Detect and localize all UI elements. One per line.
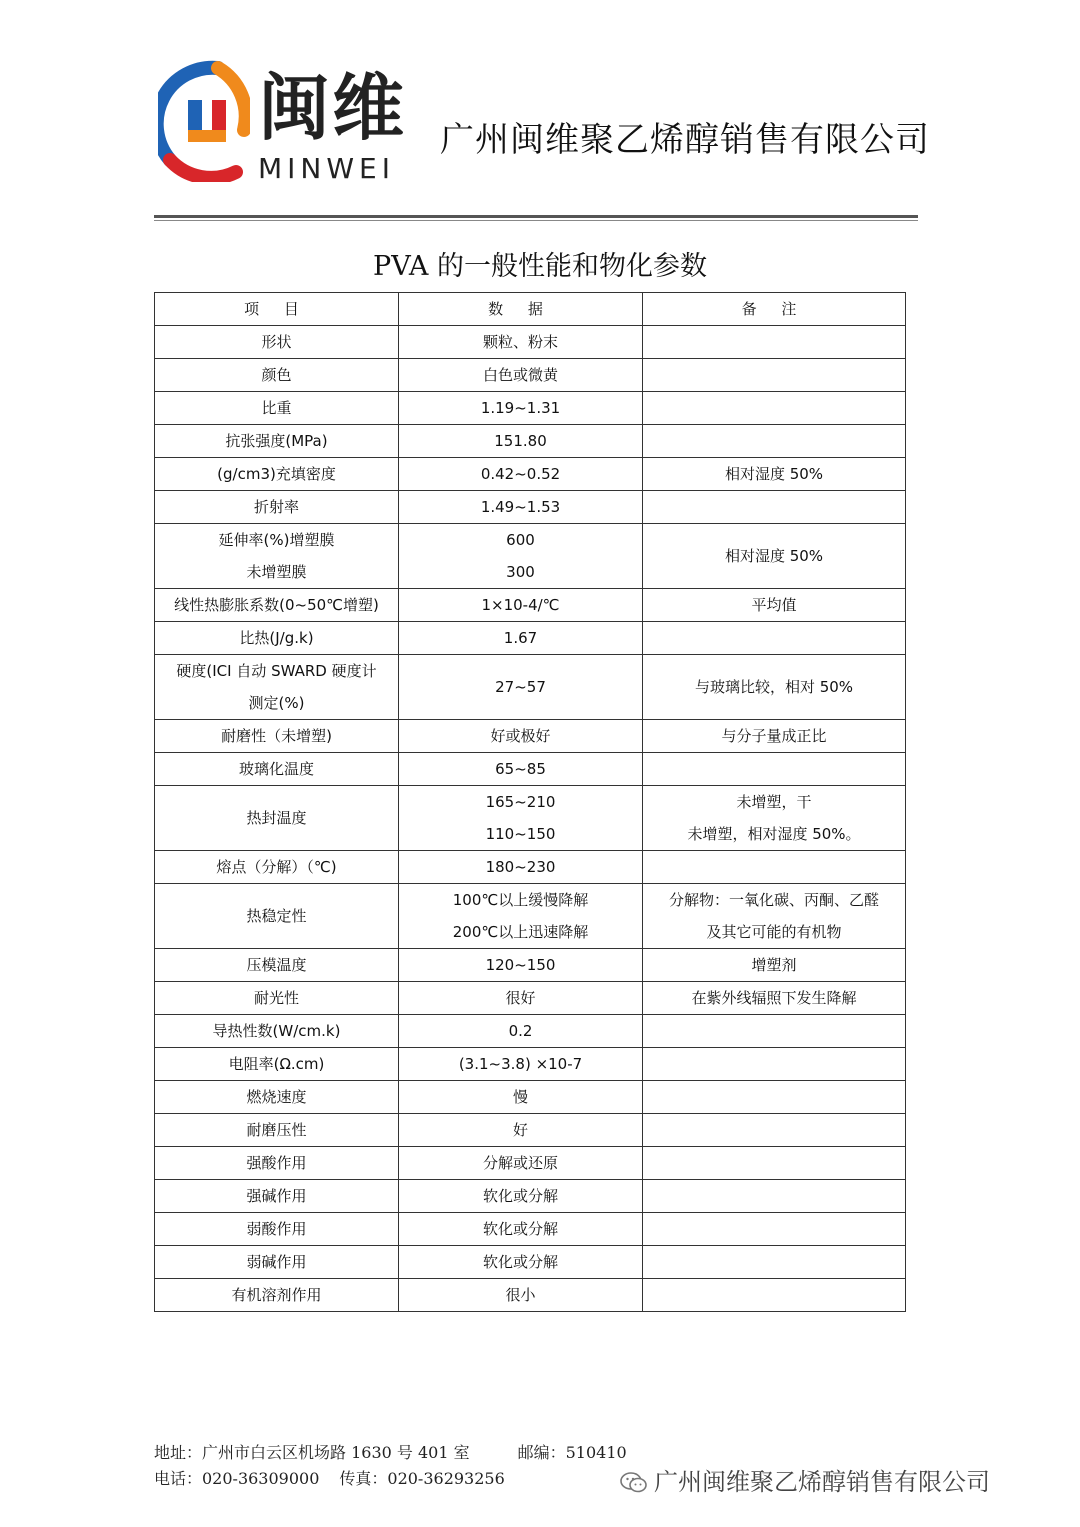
- wechat-watermark-text: 广州闽维聚乙烯醇销售有限公司: [654, 1468, 990, 1496]
- table-row: [155, 1048, 906, 1081]
- cell-item: [155, 326, 399, 359]
- cell-data: [399, 622, 643, 655]
- table-row: [155, 425, 906, 458]
- table-row: [155, 851, 906, 884]
- table-row: [155, 753, 906, 786]
- footer-phone: 电话：020-36309000: [154, 1469, 320, 1488]
- table-row: [155, 524, 906, 589]
- cell-data: [399, 655, 643, 720]
- cell-text: 与玻璃比较，相对 50%: [694, 678, 854, 696]
- cell-text: 电阻率(Ω.cm): [228, 1055, 325, 1073]
- cell-note: [643, 1114, 906, 1147]
- cell-text: 180~230: [485, 858, 556, 876]
- table-row: [155, 1147, 906, 1180]
- footer-fax: 传真：020-36293256: [339, 1469, 505, 1488]
- cell-note: [643, 1279, 906, 1312]
- table-row: [155, 949, 906, 982]
- cell-item: [155, 359, 399, 392]
- cell-note: [643, 720, 906, 753]
- cell-data: [399, 589, 643, 622]
- table-row: [155, 1114, 906, 1147]
- cell-text: 耐磨性（未增塑): [221, 727, 332, 745]
- cell-note: [643, 359, 906, 392]
- table-row: [155, 491, 906, 524]
- cell-item: [155, 786, 399, 851]
- cell-text: 1×10-4/℃: [481, 596, 560, 614]
- cell-note: [643, 458, 906, 491]
- cell-data: [399, 1246, 643, 1279]
- footer-address: 地址：广州市白云区机场路 1630 号 401 室: [154, 1443, 470, 1462]
- table-row: [155, 622, 906, 655]
- cell-text-line-2: 未增塑膜: [246, 563, 307, 581]
- cell-text: 很好: [505, 989, 536, 1007]
- logo-english-name: MINWEI: [258, 152, 395, 185]
- table-row: [155, 359, 906, 392]
- cell-text: (g/cm3)充填密度: [217, 465, 336, 483]
- cell-data: [399, 359, 643, 392]
- cell-text: 白色或微黄: [482, 366, 558, 384]
- cell-item: [155, 1213, 399, 1246]
- cell-text: 线性热膨胀系数(0~50℃增塑): [174, 596, 379, 614]
- cell-note: [643, 851, 906, 884]
- cell-text: 强碱作用: [246, 1187, 307, 1205]
- table-row: [155, 720, 906, 753]
- cell-item: [155, 392, 399, 425]
- cell-item: [155, 1279, 399, 1312]
- header-data: 数 据: [399, 293, 643, 326]
- cell-note: [643, 1246, 906, 1279]
- cell-item: [155, 1015, 399, 1048]
- cell-item: [155, 524, 399, 589]
- cell-text: 151.80: [494, 432, 547, 450]
- cell-text: 颜色: [261, 366, 292, 384]
- cell-note: [643, 589, 906, 622]
- cell-note: [643, 655, 906, 720]
- cell-text: 延伸率(%)增塑膜: [218, 531, 335, 549]
- cell-note: [643, 1048, 906, 1081]
- cell-data: [399, 1147, 643, 1180]
- cell-data: [399, 425, 643, 458]
- cell-note: [643, 622, 906, 655]
- cell-text: 玻璃化温度: [238, 760, 314, 778]
- cell-text: 好或极好: [490, 727, 551, 745]
- cell-text: 慢: [512, 1088, 528, 1106]
- cell-item: [155, 458, 399, 491]
- header-item: 项 目: [155, 293, 399, 326]
- cell-item: [155, 491, 399, 524]
- table-row: [155, 884, 906, 949]
- cell-data: [399, 1180, 643, 1213]
- cell-note: [643, 786, 906, 851]
- cell-text: 120~150: [485, 956, 556, 974]
- cell-item: [155, 1048, 399, 1081]
- cell-data: [399, 491, 643, 524]
- header-divider-thin: [154, 220, 918, 221]
- cell-note: [643, 1213, 906, 1246]
- wechat-watermark: [620, 1462, 990, 1497]
- cell-text: 相对湿度 50%: [724, 465, 824, 483]
- table-row: [155, 655, 906, 720]
- cell-text: 热稳定性: [246, 907, 307, 925]
- cell-data: [399, 884, 643, 949]
- table-row: [155, 1180, 906, 1213]
- table-row: [155, 326, 906, 359]
- cell-item: [155, 851, 399, 884]
- cell-data: [399, 1213, 643, 1246]
- cell-text: 27~57: [495, 678, 546, 696]
- cell-text: 600: [506, 531, 535, 549]
- cell-note: [643, 753, 906, 786]
- cell-data: [399, 1015, 643, 1048]
- cell-item: [155, 1081, 399, 1114]
- cell-text: (3.1~3.8) ×10-7: [458, 1055, 583, 1073]
- cell-note: [643, 982, 906, 1015]
- cell-text: 抗张强度(MPa): [225, 432, 328, 450]
- cell-text-line-2: 110~150: [485, 825, 556, 843]
- cell-text: 软化或分解: [482, 1187, 558, 1205]
- cell-text: 好: [512, 1121, 528, 1139]
- cell-text: 165~210: [485, 793, 556, 811]
- cell-item: [155, 589, 399, 622]
- logo-chinese-name: 闽维: [258, 66, 407, 150]
- cell-note: [643, 392, 906, 425]
- table-row: [155, 1015, 906, 1048]
- table-row: [155, 589, 906, 622]
- cell-note: [643, 884, 906, 949]
- cell-item: [155, 884, 399, 949]
- cell-data: [399, 1048, 643, 1081]
- table-row: [155, 786, 906, 851]
- cell-text-line-2: 测定(%): [248, 694, 305, 712]
- header-note: 备 注: [643, 293, 906, 326]
- parameters-table: [154, 292, 906, 1312]
- cell-note: [643, 491, 906, 524]
- table-row: [155, 458, 906, 491]
- cell-text-line-2: 200℃以上迅速降解: [452, 923, 589, 941]
- cell-note: [643, 949, 906, 982]
- cell-text-line-2: 及其它可能的有机物: [706, 923, 842, 941]
- cell-text: 折射率: [253, 498, 299, 516]
- company-name: 广州闽维聚乙烯醇销售有限公司: [440, 120, 930, 160]
- cell-data: [399, 949, 643, 982]
- cell-note: [643, 1081, 906, 1114]
- cell-text: 0.42~0.52: [480, 465, 561, 483]
- cell-text: 未增塑，干: [736, 793, 812, 811]
- cell-data: [399, 1114, 643, 1147]
- table-header-row: [155, 293, 906, 326]
- cell-text: 弱碱作用: [246, 1253, 307, 1271]
- cell-text: 燃烧速度: [246, 1088, 307, 1106]
- cell-text: 平均值: [751, 596, 797, 614]
- cell-item: [155, 1246, 399, 1279]
- cell-note: [643, 1180, 906, 1213]
- cell-item: [155, 622, 399, 655]
- cell-item: [155, 1114, 399, 1147]
- cell-data: [399, 851, 643, 884]
- cell-text: 比热(J/g.k): [239, 629, 314, 647]
- cell-data: [399, 786, 643, 851]
- cell-text: 耐光性: [253, 989, 299, 1007]
- cell-text: 弱酸作用: [246, 1220, 307, 1238]
- cell-data: [399, 458, 643, 491]
- cell-text: 1.67: [503, 629, 538, 647]
- table-row: [155, 1081, 906, 1114]
- cell-data: [399, 753, 643, 786]
- cell-item: [155, 1180, 399, 1213]
- cell-note: [643, 1147, 906, 1180]
- cell-data: [399, 720, 643, 753]
- cell-text: 有机溶剂作用: [231, 1286, 322, 1304]
- cell-data: [399, 524, 643, 589]
- cell-text: 软化或分解: [482, 1220, 558, 1238]
- document-title: PVA 的一般性能和物化参数: [373, 251, 707, 282]
- cell-item: [155, 720, 399, 753]
- cell-text: 熔点（分解）（℃): [216, 858, 337, 876]
- table-row: [155, 392, 906, 425]
- cell-text: 65~85: [495, 760, 546, 778]
- cell-text-line-2: 300: [506, 563, 535, 581]
- table-row: [155, 1213, 906, 1246]
- cell-text: 强酸作用: [246, 1154, 307, 1172]
- cell-text: 颗粒、粉末: [482, 333, 558, 351]
- cell-text: 与分子量成正比: [721, 727, 827, 745]
- cell-note: [643, 425, 906, 458]
- cell-text: 压模温度: [246, 956, 307, 974]
- footer-line-1: [154, 1440, 627, 1463]
- cell-text-line-2: 未增塑，相对湿度 50%。: [687, 825, 861, 843]
- cell-text: 增塑剂: [751, 956, 797, 974]
- cell-item: [155, 949, 399, 982]
- cell-data: [399, 326, 643, 359]
- company-logo: [158, 60, 407, 190]
- table-row: [155, 1246, 906, 1279]
- cell-data: [399, 1279, 643, 1312]
- cell-text: 相对湿度 50%: [724, 547, 824, 565]
- cell-text: 100℃以上缓慢降解: [452, 891, 589, 909]
- cell-note: [643, 524, 906, 589]
- table-row: [155, 1279, 906, 1312]
- cell-text: 在紫外线辐照下发生降解: [691, 989, 857, 1007]
- cell-text: 硬度(ICI 自动 SWARD 硬度计: [176, 662, 377, 680]
- cell-text: 1.19~1.31: [480, 399, 561, 417]
- cell-note: [643, 1015, 906, 1048]
- cell-text: 软化或分解: [482, 1253, 558, 1271]
- footer-postcode: 邮编：510410: [517, 1443, 627, 1462]
- cell-item: [155, 425, 399, 458]
- cell-text: 分解物：一氧化碳、丙酮、乙醛: [668, 891, 879, 909]
- cell-text: 热封温度: [246, 809, 307, 827]
- cell-note: [643, 326, 906, 359]
- cell-item: [155, 753, 399, 786]
- cell-text: 分解或还原: [482, 1154, 558, 1172]
- cell-data: [399, 1081, 643, 1114]
- cell-text: 1.49~1.53: [480, 498, 561, 516]
- cell-text: 形状: [261, 333, 292, 351]
- cell-text: 耐磨压性: [246, 1121, 307, 1139]
- cell-item: [155, 655, 399, 720]
- footer-line-2: [154, 1466, 505, 1489]
- header-divider: [154, 215, 918, 218]
- table-row: [155, 982, 906, 1015]
- cell-item: [155, 1147, 399, 1180]
- cell-text: 比重: [261, 399, 292, 417]
- minwei-logo-icon: [158, 60, 250, 182]
- cell-text: 0.2: [508, 1022, 533, 1040]
- cell-text: 很小: [505, 1286, 536, 1304]
- cell-text: 导热性数(W/cm.k): [212, 1022, 341, 1040]
- cell-item: [155, 982, 399, 1015]
- wechat-icon: [620, 1471, 648, 1495]
- cell-data: [399, 392, 643, 425]
- cell-data: [399, 982, 643, 1015]
